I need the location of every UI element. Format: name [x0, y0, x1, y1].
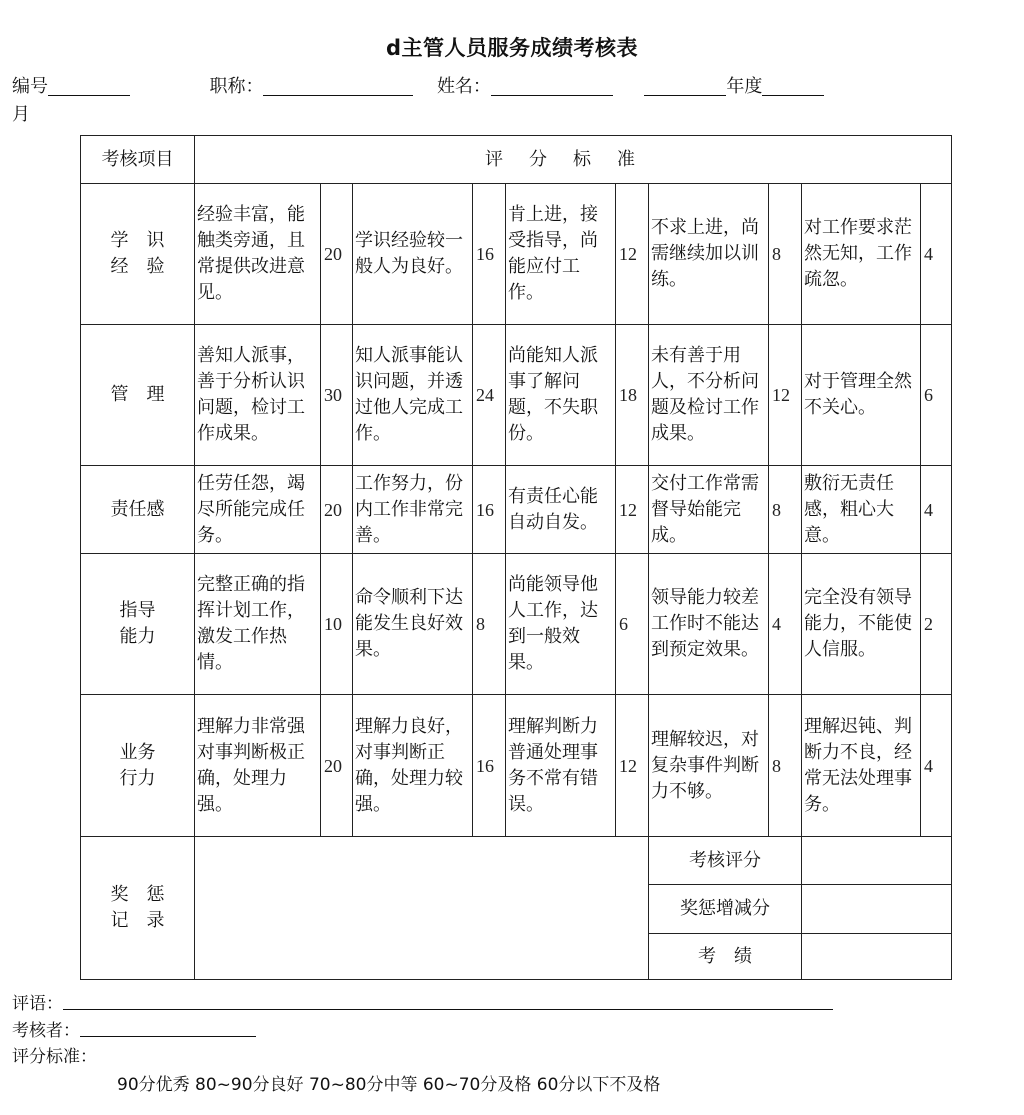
level-score: 2	[921, 554, 952, 695]
reviewer-line	[12, 1016, 256, 1041]
score-field[interactable]	[802, 837, 952, 885]
name-label: 姓名：	[436, 76, 491, 97]
level-desc: 理解迟钝、判断力不良，经常无法处理事务。	[802, 695, 921, 837]
level-score: 24	[473, 325, 506, 466]
job-title-label: 职称：	[209, 76, 264, 97]
evaluation-table	[80, 135, 952, 980]
reviewer-label: 考核者：	[12, 1021, 80, 1041]
level-desc: 尚能领导他人工作，达到一般效果。	[506, 554, 616, 695]
job-title-field[interactable]	[263, 77, 413, 96]
reward-label: 奖 惩 记 录	[81, 837, 195, 980]
level-score: 16	[473, 184, 506, 325]
score-label: 考核评分	[649, 837, 802, 885]
comment-label: 评语：	[12, 994, 63, 1014]
level-score: 20	[321, 184, 353, 325]
level-score: 10	[321, 554, 353, 695]
comment-field[interactable]	[63, 1009, 833, 1010]
level-desc: 完整正确的指挥计划工作，激发工作热情。	[195, 554, 321, 695]
level-desc: 理解较迟，对复杂事件判断力不够。	[649, 695, 769, 837]
reviewer-field[interactable]	[80, 1036, 256, 1037]
year-field[interactable]	[644, 77, 726, 96]
level-score: 8	[769, 695, 802, 837]
table-row	[81, 554, 952, 695]
level-desc: 工作努力，份内工作非常完善。	[353, 466, 473, 554]
level-desc: 任劳任怨，竭尽所能完成任务。	[195, 466, 321, 554]
level-desc: 未有善于用人，不分析问题及检讨工作成果。	[649, 325, 769, 466]
col-header-item: 考核项目	[81, 136, 195, 184]
level-desc: 不求上进，尚需继续加以训练。	[649, 184, 769, 325]
level-desc: 经验丰富，能触类旁通，且常提供改进意见。	[195, 184, 321, 325]
level-score: 12	[769, 325, 802, 466]
row-item: 学 识 经 验	[81, 184, 195, 325]
level-score: 18	[616, 325, 649, 466]
level-desc: 善知人派事，善于分析认识问题，检讨工作成果。	[195, 325, 321, 466]
year-label: 年度	[726, 76, 763, 97]
table-row	[81, 466, 952, 554]
level-score: 4	[921, 695, 952, 837]
header-fields	[12, 72, 824, 98]
level-desc: 有责任心能自动自发。	[506, 466, 616, 554]
standard-text: 90分优秀 80~90分良好 70~80分中等 60~70分及格 60分以下不及格	[117, 1075, 661, 1095]
level-score: 16	[473, 466, 506, 554]
level-desc: 命令顺利下达能发生良好效果。	[353, 554, 473, 695]
level-desc: 交付工作常需督导始能完成。	[649, 466, 769, 554]
level-score: 20	[321, 466, 353, 554]
table-row	[81, 184, 952, 325]
row-item: 指导 能力	[81, 554, 195, 695]
table-row	[81, 695, 952, 837]
level-score: 8	[473, 554, 506, 695]
final-grade-field[interactable]	[802, 934, 952, 980]
final-grade-label: 考 绩	[649, 934, 802, 980]
level-score: 30	[321, 325, 353, 466]
level-score: 12	[616, 466, 649, 554]
level-score: 6	[616, 554, 649, 695]
level-score: 8	[769, 466, 802, 554]
row-item: 管 理	[81, 325, 195, 466]
level-score: 20	[321, 695, 353, 837]
level-score: 16	[473, 695, 506, 837]
level-desc: 理解判断力普通处理事务不常有错误。	[506, 695, 616, 837]
standard-label: 评分标准：	[12, 1047, 97, 1067]
level-desc: 肯上进，接受指导，尚能应付工作。	[506, 184, 616, 325]
number-field[interactable]	[48, 77, 130, 96]
level-desc: 对工作要求茫然无知，工作疏忽。	[802, 184, 921, 325]
month-label: 月	[12, 104, 30, 125]
month-field[interactable]	[762, 77, 824, 96]
level-desc: 完全没有领导能力，不能使人信服。	[802, 554, 921, 695]
level-desc: 尚能知人派事了解问题，不失职份。	[506, 325, 616, 466]
table-row	[81, 325, 952, 466]
level-desc: 敷衍无责任感，粗心大意。	[802, 466, 921, 554]
row-item: 业务 行力	[81, 695, 195, 837]
level-desc: 理解力良好，对事判断正确，处理力较强。	[353, 695, 473, 837]
level-score: 12	[616, 695, 649, 837]
level-desc: 理解力非常强对事判断极正确，处理力强。	[195, 695, 321, 837]
row-item: 责任感	[81, 466, 195, 554]
level-desc: 知人派事能认识问题，并透过他人完成工作。	[353, 325, 473, 466]
form-title: d主管人员服务成绩考核表	[385, 36, 639, 60]
level-score: 8	[769, 184, 802, 325]
adjustment-label: 奖惩增减分	[649, 885, 802, 934]
col-header-criteria: 评分标准	[195, 136, 952, 184]
adjustment-field[interactable]	[802, 885, 952, 934]
number-label: 编号	[12, 76, 48, 97]
level-score: 12	[616, 184, 649, 325]
comment-line	[12, 989, 833, 1014]
table-header-row	[81, 136, 952, 184]
reward-row	[81, 837, 952, 885]
level-score: 4	[921, 184, 952, 325]
level-desc: 学识经验较一般人为良好。	[353, 184, 473, 325]
level-score: 4	[769, 554, 802, 695]
level-desc: 领导能力较差工作时不能达到预定效果。	[649, 554, 769, 695]
name-field[interactable]	[491, 77, 613, 96]
level-score: 6	[921, 325, 952, 466]
level-score: 4	[921, 466, 952, 554]
reward-record-field[interactable]	[195, 837, 649, 980]
level-desc: 对于管理全然不关心。	[802, 325, 921, 466]
